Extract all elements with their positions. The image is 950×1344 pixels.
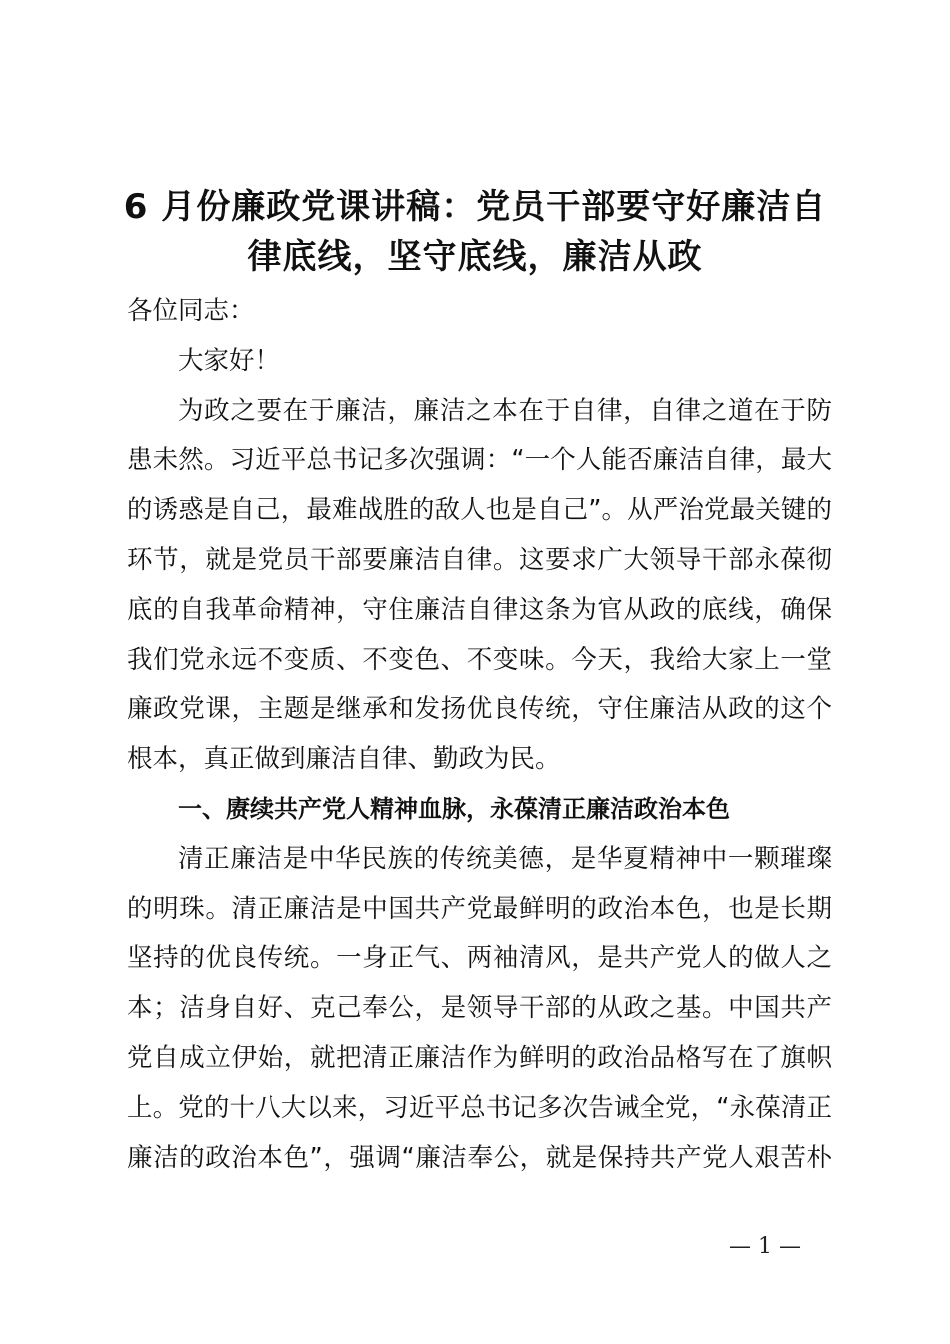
- paragraph-line: 上。党的十八大以来，习近平总书记多次告诫全党，“永葆清正: [127, 1092, 832, 1123]
- paragraph-line: 我们党永远不变质、不变色、不变味。今天，我给大家上一堂: [127, 644, 832, 675]
- salutation: 各位同志：: [127, 296, 255, 326]
- paragraph-line: 患未然。习近平总书记多次强调：“一个人能否廉洁自律，最大: [127, 445, 832, 476]
- paragraph-line: 本；洁身自好、克己奉公，是领导干部的从政之基。中国共产: [127, 993, 832, 1024]
- paragraph-line: 廉洁的政治本色”，强调“廉洁奉公，就是保持共产党人艰苦朴: [127, 1142, 832, 1173]
- paragraph-line: 根本，真正做到廉洁自律、勤政为民。: [127, 744, 561, 775]
- paragraph-line: 环节，就是党员干部要廉洁自律。这要求广大领导干部永葆彻: [127, 544, 832, 575]
- paragraph-2: [127, 835, 832, 1184]
- paragraph-1: [127, 387, 832, 785]
- document-body: [127, 287, 832, 1183]
- title-line-2: 律底线，坚守底线，廉洁从政: [247, 237, 703, 277]
- greeting: 大家好！: [178, 345, 281, 376]
- paragraph-line: 为政之要在于廉洁，廉洁之本在于自律，自律之道在于防: [178, 395, 832, 426]
- paragraph-line: 党自成立伊始，就把清正廉洁作为鲜明的政治品格写在了旗帜: [127, 1042, 832, 1073]
- paragraph-line: 廉政党课，主题是继承和发扬优良传统，守住廉洁从政的这个: [127, 694, 832, 725]
- paragraph-line: 的明珠。清正廉洁是中国共产党最鲜明的政治本色，也是长期: [127, 893, 832, 924]
- title-line-1: 6 月份廉政党课讲稿：党员干部要守好廉洁自: [123, 187, 827, 227]
- paragraph-line: 底的自我革命精神，守住廉洁自律这条为官从政的底线，确保: [127, 594, 832, 625]
- document-title: [118, 182, 832, 282]
- page-number: — 1 —: [729, 1234, 801, 1259]
- paragraph-line: 的诱惑是自己，最难战胜的敌人也是自己”。从严治党最关键的: [127, 495, 832, 526]
- paragraph-line: 坚持的优良传统。一身正气、两袖清风，是共产党人的做人之: [127, 943, 832, 974]
- paragraph-line: 清正廉洁是中华民族的传统美德，是华夏精神中一颗璀璨: [178, 843, 832, 874]
- section-heading-1: 一、赓续共产党人精神血脉，永葆清正廉洁政治本色: [178, 794, 730, 823]
